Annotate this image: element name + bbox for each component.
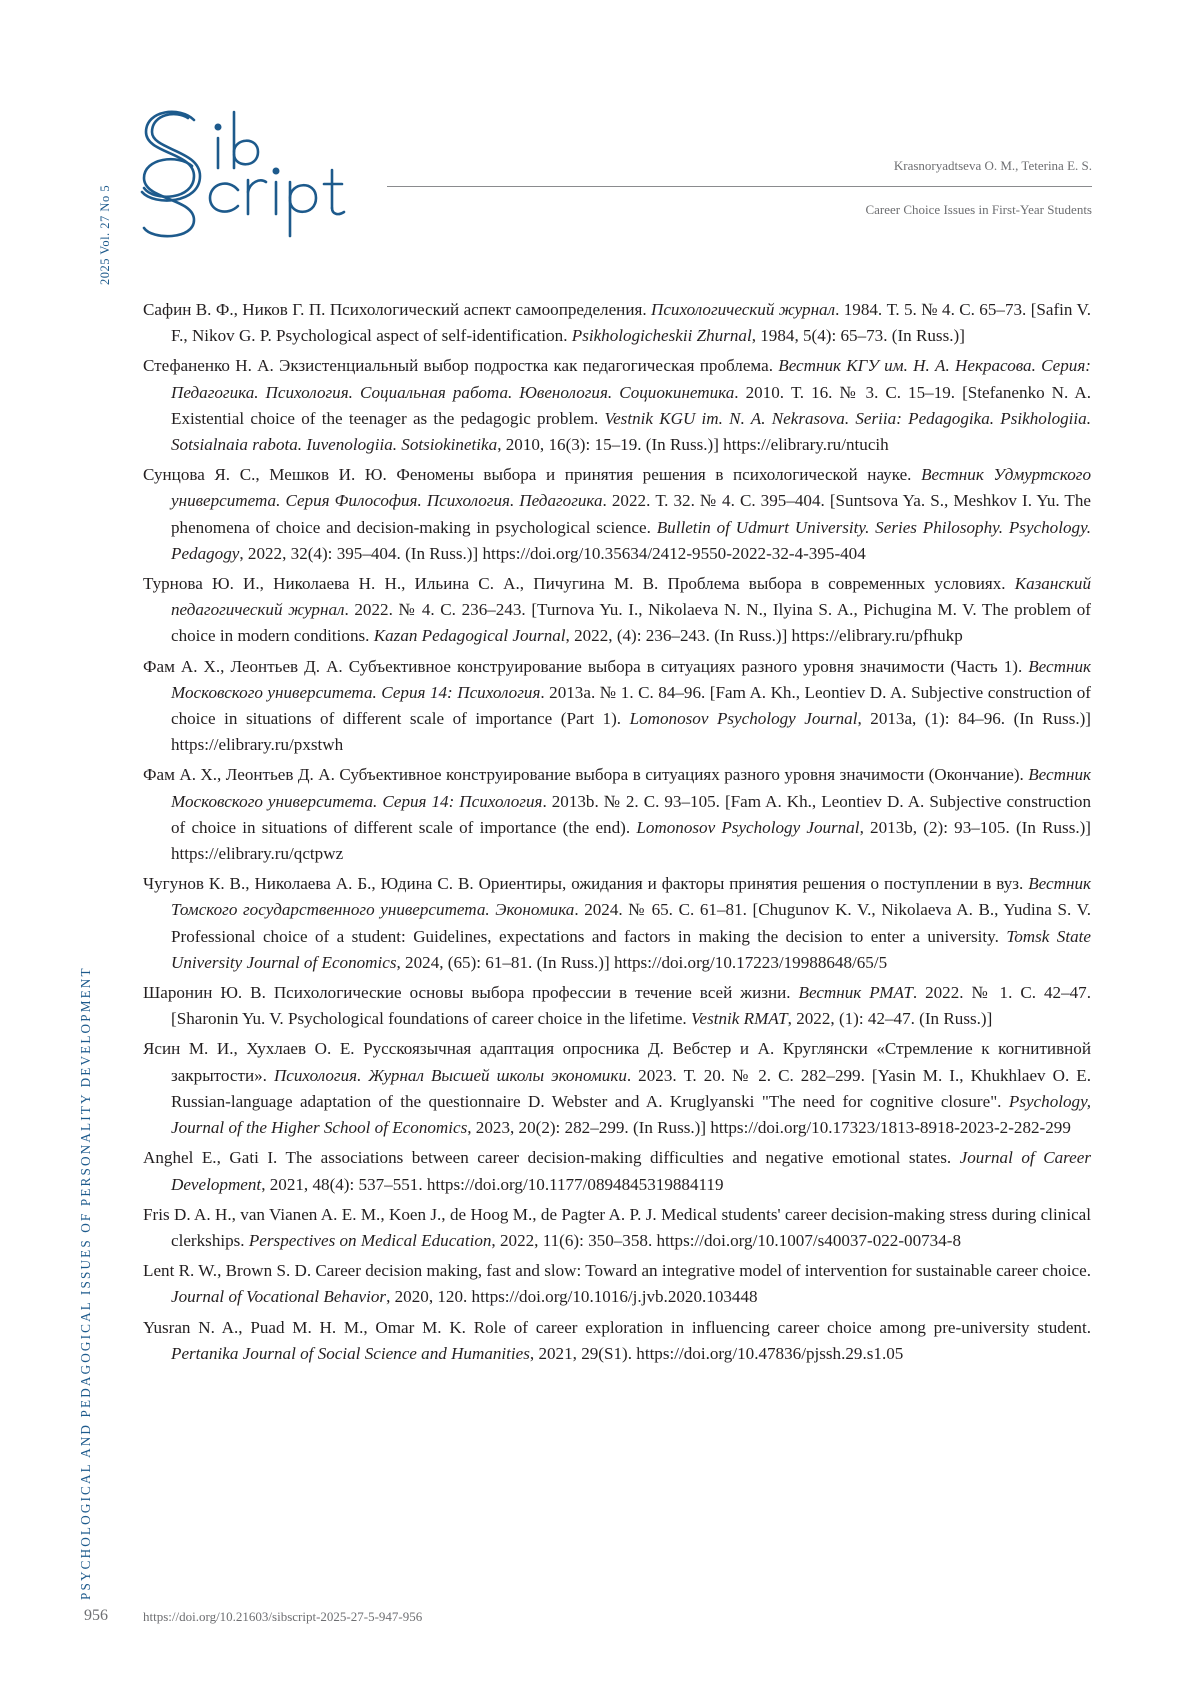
reference-text: Сунцова Я. С., Мешков И. Ю. Феномены выбора и принятия решения в психологической науке. <box>143 465 922 485</box>
reference-text: . 2023. Т. 20. № 2. С. 282–299. [Yasin M. I., Khukhlaev O. E. Russian-language adaptation of the questionnaire D. Webster and A. Kruglyanski "The need for cognitive closure". <box>171 1065 1091 1111</box>
article-doi: https://doi.org/10.21603/sibscript-2025-27-5-947-956 <box>143 1609 423 1624</box>
reference-source: Psikhologicheskii Zhurnal <box>571 326 752 346</box>
reference-entry <box>143 571 1091 650</box>
reference-source: Kazan Pedagogical Journal <box>373 626 566 646</box>
reference-entry <box>143 462 1091 567</box>
reference-text: , 2013a, (1): 84–96. (In Russ.)] https://elibrary.ru/pxstwh <box>171 709 1091 755</box>
volume-issue-label <box>98 115 118 285</box>
reference-source: Pertanika Journal of Social Science and Humanities <box>171 1343 530 1363</box>
reference-source: Lomonosov Psychology Journal <box>629 709 858 729</box>
reference-text: , 2021, 29(S1). https://doi.org/10.47836/pjssh.29.s1.05 <box>529 1343 904 1363</box>
sibscript-logo <box>136 108 376 240</box>
reference-entry <box>143 654 1091 759</box>
journal-section-text: PSYCHOLOGICAL AND PEDAGOGICAL ISSUES OF PERSONALITY DEVELOPMENT <box>78 966 93 1600</box>
running-header-title: Career Choice Issues in First-Year Students <box>865 202 1092 217</box>
reference-entry <box>143 1036 1091 1141</box>
reference-entry <box>143 1202 1091 1254</box>
reference-text: , 2022, (1): 42–47. (In Russ.)] <box>787 1009 993 1029</box>
reference-text: , 2022, 11(6): 350–358. https://doi.org/10.1007/s40037-022-00734-8 <box>491 1230 962 1250</box>
reference-entry <box>143 1145 1091 1197</box>
reference-text: Чугунов К. В., Николаева А. Б., Юдина С. В. Ориентиры, ожидания и факторы принятия решения о поступлении в вуз. <box>143 874 1029 894</box>
reference-entry <box>143 871 1091 976</box>
reference-text: , 2022, (4): 236–243. (In Russ.)] https://elibrary.ru/pfhukp <box>565 626 963 646</box>
reference-text: Fris D. A. H., van Vianen A. E. M., Koen J., de Hoog M., de Pagter A. P. J. Medical students' career decision-making stress during clinical clerkships. <box>143 1204 1091 1250</box>
reference-source: Вестник Московского университета. Серия 14: Психология <box>171 656 1091 702</box>
reference-text: , 2021, 48(4): 537–551. https://doi.org/10.1177/0894845319884119 <box>261 1174 724 1194</box>
header-rule <box>387 186 1092 187</box>
volume-issue-text: 2025 Vol. 27 No 5 <box>98 184 112 285</box>
reference-source: Journal of Vocational Behavior <box>171 1287 387 1307</box>
reference-text: Турнова Ю. И., Николаева Н. Н., Ильина С. А., Пичугина М. В. Проблема выбора в современных условиях. <box>143 574 1015 594</box>
reference-text: Сафин В. Ф., Ников Г. П. Психологический аспект самоопределения. <box>143 300 651 319</box>
reference-source: Tomsk State University Journal of Economics <box>171 926 1091 972</box>
reference-entry <box>143 980 1091 1032</box>
reference-text: . 1984. Т. 5. № 4. С. 65–73. [Safin V. F., Nikov G. P. Psychological aspect of self-identification. <box>171 300 1091 346</box>
reference-source: Казанский педагогический журнал <box>171 574 1091 620</box>
reference-text: Yusran N. A., Puad M. H. M., Omar M. K. Role of career exploration in influencing career choice among pre-university student. <box>143 1317 1091 1337</box>
reference-source: Психологический журнал <box>651 300 836 319</box>
reference-text: , 2020, 120. https://doi.org/10.1016/j.jvb.2020.103448 <box>386 1287 758 1307</box>
reference-source: Vestnik KGU im. N. A. Nekrasova. Seriia: Pedagogika. Psikhologiia. Sotsialnaia rabota. Iuvenologiia. Sotsiokinetika <box>171 408 1091 455</box>
reference-source: Вестник КГУ им. Н. А. Некрасова. Серия: Педагогика. Психология. Социальная работа. Ювенология. Социокинетика <box>171 356 1091 402</box>
reference-source: Bulletin of Udmurt University. Series Philosophy. Psychology. Pedagogy <box>171 517 1091 563</box>
reference-text: Ясин М. И., Хухлаев О. Е. Русскоязычная адаптация опросника Д. Вебстер и А. Круглянски «Стремление к когнитивной закрытости». <box>143 1039 1091 1085</box>
reference-text: Фам А. Х., Леонтьев Д. А. Субъективное конструирование выбора в ситуациях разного уровня значимости (Часть 1). <box>143 656 1029 676</box>
reference-source: Вестник Московского университета. Серия 14: Психология <box>171 765 1091 811</box>
reference-text: , 2022, 32(4): 395–404. (In Russ.)] https://doi.org/10.35634/2412-9550-2022-32-4-395-404 <box>239 543 866 563</box>
reference-text: . 2013a. № 1. С. 84–96. [Fam A. Kh., Leontiev D. A. Subjective construction of choice in situations of different scale of importance (Part 1). <box>171 682 1091 729</box>
reference-source: Perspectives on Medical Education <box>248 1230 492 1250</box>
reference-text: . 2022. № 4. С. 236–243. [Turnova Yu. I., Nikolaeva N. N., Ilyina S. A., Pichugina M. V. The problem of choice in modern conditions. <box>171 600 1091 646</box>
reference-source: Psychology, Journal of the Higher School of Economics <box>171 1091 1091 1138</box>
reference-entry <box>143 762 1091 867</box>
reference-text: . 2013b. № 2. С. 93–105. [Fam A. Kh., Leontiev D. A. Subjective construction of choice in situations of different scale of importance (the end). <box>171 791 1092 837</box>
reference-entry <box>143 1315 1091 1367</box>
reference-text: Anghel E., Gati I. The associations between career decision-making difficulties and negative emotional states. <box>143 1148 960 1168</box>
reference-text: , 2024, (65): 61–81. (In Russ.)] https://doi.org/10.17223/19988648/65/5 <box>396 952 888 972</box>
reference-text: , 1984, 5(4): 65–73. (In Russ.)] <box>751 326 965 346</box>
reference-entry <box>143 297 1091 349</box>
reference-text: , 2023, 20(2): 282–299. (In Russ.)] https://doi.org/10.17323/1813-8918-2023-2-282-299 <box>467 1118 1071 1138</box>
reference-text: . 2024. № 65. С. 61–81. [Chugunov K. V., Nikolaeva A. B., Yudina S. V. Professional choice of a student: Guidelines, expectations and factors in making the decision to enter a university. <box>171 900 1091 946</box>
reference-text: , 2010, 16(3): 15–19. (In Russ.)] https://elibrary.ru/ntucih <box>497 435 889 455</box>
running-header-authors: Krasnoryadtseva O. M., Teterina E. S. <box>893 158 1092 173</box>
reference-text: Шаронин Ю. В. Психологические основы выбора профессии в течение всей жизни. <box>143 983 799 1003</box>
journal-section-label <box>78 810 98 1600</box>
reference-text: Lent R. W., Brown S. D. Career decision making, fast and slow: Toward an integrative model of intervention for sustainable career choice. <box>143 1261 1091 1281</box>
reference-text: Фам А. Х., Леонтьев Д. А. Субъективное конструирование выбора в ситуациях разного уровня значимости (Окончание). <box>143 765 1029 785</box>
reference-text: . 2010. Т. 16. № 3. С. 15–19. [Stefanenko N. A. Existential choice of the teenager as the pedagogic problem. <box>171 382 1091 428</box>
reference-source: Lomonosov Psychology Journal <box>636 817 860 837</box>
reference-text: . 2022. № 1. С. 42–47. [Sharonin Yu. V. Psychological foundations of career choice in the lifetime. <box>171 983 1091 1029</box>
reference-source: Journal of Career Development <box>171 1148 1091 1194</box>
reference-source: Vestnik RMAT <box>690 1009 788 1029</box>
reference-entry <box>143 353 1091 458</box>
reference-text: . 2022. Т. 32. № 4. С. 395–404. [Suntsova Ya. S., Meshkov I. Yu. The phenomena of choice and decision-making in psychological science. <box>171 491 1091 537</box>
reference-source: Вестник РМАТ <box>798 983 913 1003</box>
reference-source: Вестник Удмуртского университета. Серия Философия. Психология. Педагогика <box>171 465 1091 511</box>
reference-entry <box>143 1258 1091 1310</box>
reference-text: , 2013b, (2): 93–105. (In Russ.)] https://elibrary.ru/qctpwz <box>171 817 1091 864</box>
reference-text: Стефаненко Н. А. Экзистенциальный выбор подростка как педагогическая проблема. <box>143 356 779 376</box>
reference-source: Вестник Томского государственного университета. Экономика <box>171 874 1091 920</box>
reference-source: Психология. Журнал Высшей школы экономики <box>273 1065 627 1085</box>
reference-list <box>143 297 1091 1371</box>
page-number: 956 <box>84 1607 108 1624</box>
